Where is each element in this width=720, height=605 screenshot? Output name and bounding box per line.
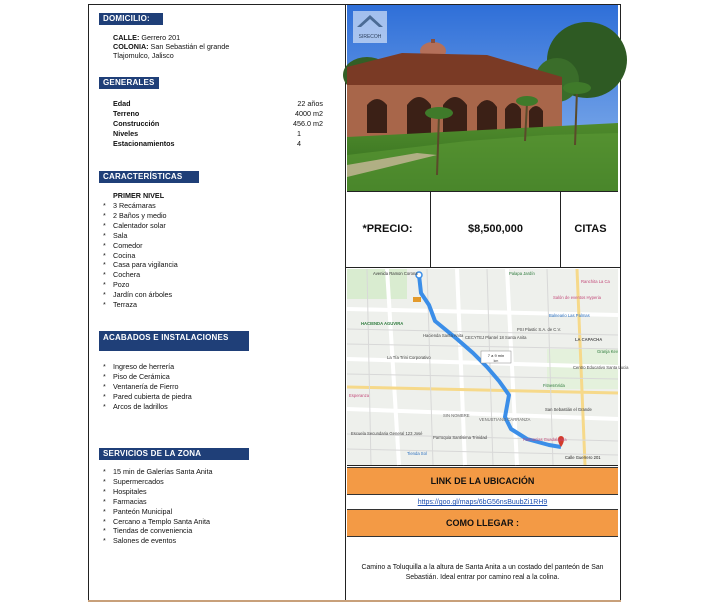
list-item: * Arcos de ladrillos [103, 402, 192, 412]
citas-label: CITAS [574, 223, 607, 235]
list-item: * Pozo [103, 280, 178, 290]
map-label: San Sebastián el Grande [545, 407, 592, 412]
list-item: * Comedor [103, 241, 178, 251]
list-item: * Casa para vigilancia [103, 260, 178, 270]
como-llegar-header: COMO LLEGAR : [347, 509, 618, 537]
map-label: Esperanza [349, 393, 370, 398]
ubicacion-link[interactable]: https://goo.gl/maps/6bG56nsBuubZi1RH9 [417, 499, 548, 506]
map-label: Ranchita La Ca [581, 279, 610, 284]
left-column: DOMICILIO: CALLE: Gerrero 201 COLONIA: San Sebastián el grande Tlajomulco, Jalisco GENERALES Edad 22 años Terreno 4000 m2 Construcción 456.0 m2 Niveles 1 Estacionamientos 4 CARACTERÍSTICAS PRIMER NIVEL * 3 Recámaras * 2 Baños y medio * Calentador solar * Sala * Comedor * Cocina * Casa para vigilancia * Cochera * Pozo * Jardín con árboles * Terraza ACABADOS E INSTALACIONES * Ingreso de herrería * Piso de Cerámica * Ventanería de Fierro * Pared cubierta de piedra * Arcos de ladrillos SERVICIOS DE LA ZONA * 15 min de Galerías Santa Anita * Supermercados * Hospitales * Farmacias * Panteón Municipal * Cercano a Templo Santa Anita * Tiendas de conveniencia * Salones de eventos [89, 5, 346, 600]
list-item: * 15 min de Galerías Santa Anita [103, 467, 213, 477]
domicilio-header: DOMICILIO: [99, 13, 163, 25]
map-label: Hacienda Santa Anita [423, 333, 464, 338]
map-label: Salón de eventos Hyperia [553, 295, 601, 300]
list-item: * 2 Baños y medio [103, 211, 178, 221]
caracteristicas-header: CARACTERÍSTICAS [99, 171, 199, 183]
map-label: Granja Kev [597, 349, 618, 354]
caracteristicas-subheader: PRIMER NIVEL [113, 191, 165, 200]
map-label: Balneario Las Palmas [549, 313, 590, 318]
location-map[interactable] [347, 269, 629, 466]
list-item: * 3 Recámaras [103, 201, 178, 211]
map-label: La Tía Trini Corporativo [387, 355, 431, 360]
acabados-header: ACABADOS E INSTALACIONES [99, 331, 249, 351]
map-label: VENUSTIANO CARRANZA [479, 417, 531, 422]
map-label: CECYTEJ Plantel 18 Santa Anita [465, 335, 527, 340]
domicilio-calle: CALLE: Gerrero 201 [113, 33, 181, 42]
property-photo [347, 5, 618, 192]
domicilio-municipio: Tlajomulco, Jalisco [113, 51, 174, 60]
list-item: * Pared cubierta de piedra [103, 392, 192, 402]
list-item: * Cercano a Templo Santa Anita [103, 517, 213, 527]
logo-text: SIRECOH [358, 34, 382, 40]
list-item: * Salones de eventos [103, 536, 213, 546]
property-sheet [88, 4, 629, 601]
list-item: * Jardín con árboles [103, 290, 178, 300]
route-distance: km [493, 359, 499, 363]
price-value: $8,500,000 [431, 191, 561, 267]
list-item: * Tiendas de conveniencia [103, 526, 213, 536]
map-label: Calle Guerrero 201 [565, 455, 601, 460]
map-illustration [347, 269, 629, 465]
price-row [345, 191, 620, 268]
map-label: Escuela Secundaria General 123 José [351, 431, 423, 436]
domicilio-colonia: COLONIA: San Sebastián el grande [113, 42, 230, 51]
map-label: Palapa Jardín [509, 271, 535, 276]
list-item: * Sala [103, 231, 178, 241]
como-llegar-description: Camino a Toluquilla a la altura de Santa Anita a un costado del panteón de San Sebastián. Ideal entrar por camino real a la colina. [361, 564, 604, 581]
map-label: Farmacias Guadalajara [523, 437, 567, 442]
list-item: * Panteón Municipal [103, 507, 213, 517]
list-item: * Ventanería de Fierro [103, 382, 192, 392]
list-item: * Calentador solar [103, 221, 178, 231]
bottom-divider [88, 600, 621, 602]
list-item: * Cocina [103, 251, 178, 261]
list-item: * Farmacias [103, 497, 213, 507]
house-photo-illustration [347, 5, 618, 191]
acabados-list [103, 362, 192, 412]
caracteristicas-list [103, 201, 178, 310]
list-item: * Terraza [103, 300, 178, 310]
list-item: * Piso de Cerámica [103, 372, 192, 382]
map-label: Parroquia Santísima Trinidad [433, 435, 487, 440]
list-item: * Ingreso de herrería [103, 362, 192, 372]
generales-header: GENERALES [99, 77, 159, 89]
servicios-header: SERVICIOS DE LA ZONA [99, 448, 249, 460]
ubicacion-header: LINK DE LA UBICACIÓN [347, 467, 618, 495]
map-label: Tienda Sol [407, 451, 427, 456]
map-label: LA CAPACHA [575, 337, 603, 342]
map-label: SIN NOMBRE [443, 413, 470, 418]
route-time: 7 a 9 min [487, 353, 505, 358]
list-item: * Hospitales [103, 487, 213, 497]
map-label: FitnessVida [543, 383, 565, 388]
price-label: *PRECIO: [345, 191, 431, 267]
servicios-list [103, 467, 213, 546]
map-label: PSI Plastic S.A. de C.V. [517, 327, 562, 332]
map-label: Avenida Ramon Corona [373, 271, 418, 276]
list-item: * Supermercados [103, 477, 213, 487]
map-label: Centro Educativo Santa Lucia [573, 365, 629, 370]
list-item: * Cochera [103, 270, 178, 280]
map-label: HACIENDA AGUVIRA [361, 321, 404, 326]
right-column [345, 5, 629, 600]
